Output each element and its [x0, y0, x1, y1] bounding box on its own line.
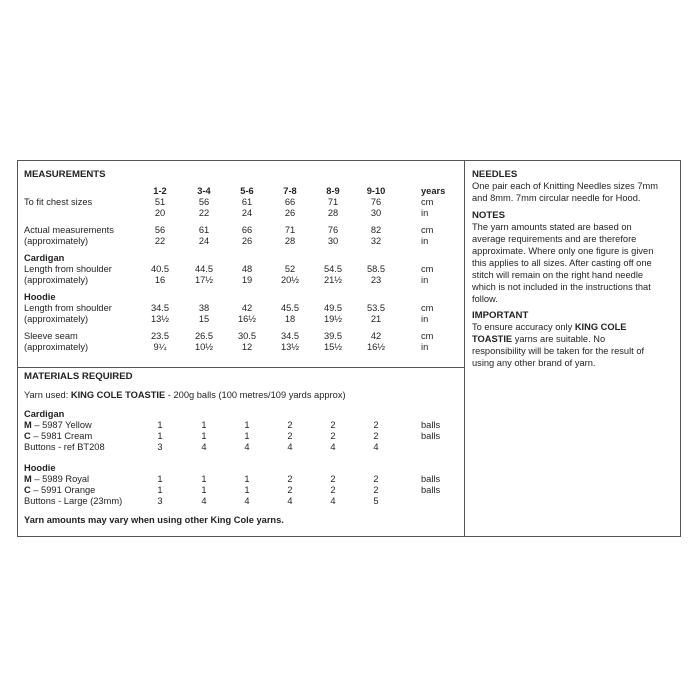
cardigan-cm-value: 48: [241, 264, 253, 274]
chest-in-value: 22: [198, 208, 210, 218]
cardigan-material-value: 4: [330, 442, 336, 452]
hoodie-cm-value: 49.5: [323, 303, 343, 313]
cardigan-in-value: 17½: [194, 275, 214, 285]
size-header: 9-10: [366, 186, 386, 196]
size-unit-label: years: [421, 186, 446, 196]
important-text: responsibility will be taken for the result of: [472, 346, 645, 356]
cardigan-materials-heading: Cardigan: [24, 409, 65, 419]
sleeve-label-2: (approximately): [24, 342, 89, 352]
size-header: 3-4: [197, 186, 211, 196]
hoodie-material-label: [24, 485, 95, 496]
hoodie-material-value: 1: [244, 485, 250, 495]
hoodie-material-label-part: C: [24, 485, 31, 495]
sleeve-cm-value: 34.5: [280, 331, 300, 341]
needles-title: NEEDLES: [472, 169, 518, 180]
hoodie-in-value: 15: [198, 314, 210, 324]
chest-in-value: 30: [370, 208, 382, 218]
hoodie-material-value: 2: [330, 485, 336, 495]
chest-in-value: 24: [241, 208, 253, 218]
needles-text: One pair each of Knitting Needles sizes 7mm: [472, 181, 659, 191]
materials-title: MATERIALS REQUIRED: [24, 371, 133, 382]
hoodie-material-value: 2: [287, 485, 293, 495]
hoodie-material-value: 1: [201, 474, 207, 484]
notes-text: average requirements and are therefore: [472, 234, 637, 244]
sleeve-cm-value: 39.5: [323, 331, 343, 341]
actual-cm-value: 76: [327, 225, 339, 235]
cardigan-in-value: 20½: [280, 275, 300, 285]
important-line-part: TOASTIE: [472, 334, 513, 344]
hoodie-cm-value: 38: [198, 303, 210, 313]
hoodie-material-value: 4: [330, 496, 336, 506]
cardigan-in-value: 16: [154, 275, 166, 285]
hoodie-material-value: 4: [287, 496, 293, 506]
unit-balls: balls: [421, 474, 441, 484]
cardigan-in-value: 23: [370, 275, 382, 285]
cardigan-material-label-part: C: [24, 431, 31, 441]
sleeve-label: Sleeve seam: [24, 331, 78, 341]
actual-in-value: 28: [284, 236, 296, 246]
hoodie-material-value: 1: [157, 474, 163, 484]
chest-in-value: 26: [284, 208, 296, 218]
unit-in: in: [421, 342, 429, 352]
actual-in-value: 30: [327, 236, 339, 246]
hoodie-label-2: (approximately): [24, 314, 89, 324]
hoodie-material-label-part: – 5989 Royal: [31, 474, 90, 484]
sleeve-in-value: 10½: [194, 342, 214, 352]
chest-cm-value: 56: [198, 197, 210, 207]
sleeve-cm-value: 42: [370, 331, 382, 341]
actual-in-value: 26: [241, 236, 253, 246]
unit-cm: cm: [421, 225, 434, 235]
hoodie-material-value: 1: [157, 485, 163, 495]
hoodie-material-label-part: – 5991 Orange: [30, 485, 96, 495]
unit-cm: cm: [421, 197, 434, 207]
cardigan-cm-value: 44.5: [194, 264, 214, 274]
unit-cm: cm: [421, 264, 434, 274]
hoodie-material-label: [24, 474, 89, 485]
hoodie-label: Length from shoulder: [24, 303, 112, 313]
cardigan-label: Length from shoulder: [24, 264, 112, 274]
important-line-part: KING COLE: [574, 322, 627, 332]
yarn-used-line-part: KING COLE TOASTIE: [70, 390, 166, 400]
actual-cm-value: 61: [198, 225, 210, 235]
hoodie-material-value: 4: [244, 496, 250, 506]
cardigan-label-2: (approximately): [24, 275, 89, 285]
important-text: using any other brand of yarn.: [472, 358, 596, 368]
important-title: IMPORTANT: [472, 310, 529, 321]
cardigan-cm-value: 58.5: [366, 264, 386, 274]
hoodie-material-value: 3: [157, 496, 163, 506]
chest-cm-value: 76: [370, 197, 382, 207]
actual-cm-value: 66: [241, 225, 253, 235]
yarn-used-line-part: Yarn used:: [24, 390, 71, 400]
sleeve-in-value: 9¼: [153, 342, 167, 352]
cardigan-in-value: 21½: [323, 275, 343, 285]
hoodie-heading: Hoodie: [24, 292, 56, 302]
cardigan-material-value: 1: [201, 431, 207, 441]
notes-title: NOTES: [472, 210, 506, 221]
cardigan-material-value: 2: [287, 420, 293, 430]
needles-text: and 8mm. 7mm circular needle for Hood.: [472, 193, 641, 203]
cardigan-material-value: 4: [201, 442, 207, 452]
important-line-part: yarns are suitable. No: [512, 334, 606, 344]
sleeve-in-value: 13½: [280, 342, 300, 352]
hoodie-material-label: Buttons - Large (23mm): [24, 496, 123, 506]
notes-text: The yarn amounts stated are based on: [472, 222, 632, 232]
actual-in-value: 22: [154, 236, 166, 246]
sleeve-cm-value: 26.5: [194, 331, 214, 341]
notes-text: this applies to all sizes. After casting off one: [472, 258, 652, 268]
cardigan-cm-value: 40.5: [150, 264, 170, 274]
cardigan-material-value: 4: [287, 442, 293, 452]
unit-in: in: [421, 275, 429, 285]
cardigan-material-value: 2: [287, 431, 293, 441]
cardigan-cm-value: 52: [284, 264, 296, 274]
hoodie-in-value: 19½: [323, 314, 343, 324]
hoodie-cm-value: 42: [241, 303, 253, 313]
sleeve-in-value: 16½: [366, 342, 386, 352]
chest-cm-value: 61: [241, 197, 253, 207]
cardigan-material-value: 2: [373, 431, 379, 441]
cardigan-material-label: [24, 420, 92, 431]
hoodie-in-value: 13½: [150, 314, 170, 324]
actual-cm-value: 56: [154, 225, 166, 235]
actual-cm-value: 82: [370, 225, 382, 235]
hoodie-cm-value: 53.5: [366, 303, 386, 313]
column-divider: [464, 160, 465, 537]
hoodie-cm-value: 34.5: [150, 303, 170, 313]
chest-cm-value: 71: [327, 197, 339, 207]
sleeve-cm-value: 30.5: [237, 331, 257, 341]
cardigan-in-value: 19: [241, 275, 253, 285]
section-divider: [17, 367, 464, 368]
hoodie-material-value: 4: [201, 496, 207, 506]
hoodie-material-value: 1: [201, 485, 207, 495]
actual-in-value: 32: [370, 236, 382, 246]
yarn-used-line-part: - 200g balls (100 metres/109 yards approx): [165, 390, 346, 400]
cardigan-material-value: 1: [157, 420, 163, 430]
notes-text: follow.: [472, 294, 498, 304]
actual-in-value: 24: [198, 236, 210, 246]
hoodie-material-value: 2: [373, 474, 379, 484]
cardigan-material-label-part: – 5987 Yellow: [31, 420, 92, 430]
important-line-part: To ensure accuracy only: [472, 322, 575, 332]
size-header: 7-8: [283, 186, 297, 196]
materials-footnote: Yarn amounts may vary when using other King Cole yarns.: [24, 515, 284, 525]
chest-cm-value: 51: [154, 197, 166, 207]
hoodie-material-label-part: M: [24, 474, 32, 484]
hoodie-material-value: 5: [373, 496, 379, 506]
cardigan-material-value: 4: [244, 442, 250, 452]
hoodie-materials-heading: Hoodie: [24, 463, 56, 473]
yarn-used-line: [24, 390, 346, 401]
hoodie-material-value: 2: [373, 485, 379, 495]
important-line: [472, 334, 605, 345]
chest-label: To fit chest sizes: [24, 197, 93, 207]
measurements-title: MEASUREMENTS: [24, 169, 106, 180]
unit-in: in: [421, 314, 429, 324]
chest-cm-value: 66: [284, 197, 296, 207]
cardigan-material-value: 2: [330, 431, 336, 441]
hoodie-material-value: 2: [287, 474, 293, 484]
cardigan-material-value: 1: [157, 431, 163, 441]
cardigan-material-value: 1: [201, 420, 207, 430]
cardigan-material-value: 4: [373, 442, 379, 452]
sleeve-cm-value: 23.5: [150, 331, 170, 341]
hoodie-material-value: 1: [244, 474, 250, 484]
cardigan-cm-value: 54.5: [323, 264, 343, 274]
cardigan-material-label-part: – 5981 Cream: [30, 431, 93, 441]
hoodie-material-value: 2: [330, 474, 336, 484]
cardigan-material-label: [24, 431, 92, 442]
hoodie-in-value: 21: [370, 314, 382, 324]
size-header: 5-6: [240, 186, 254, 196]
unit-balls: balls: [421, 485, 441, 495]
hoodie-cm-value: 45.5: [280, 303, 300, 313]
unit-balls: balls: [421, 431, 441, 441]
size-header: 8-9: [326, 186, 340, 196]
important-line: [472, 322, 627, 333]
notes-text: stitch will remain on the right hand needle: [472, 270, 644, 280]
hoodie-in-value: 18: [284, 314, 296, 324]
unit-in: in: [421, 208, 429, 218]
unit-in: in: [421, 236, 429, 246]
actual-label-2: (approximately): [24, 236, 89, 246]
cardigan-material-value: 2: [373, 420, 379, 430]
actual-cm-value: 71: [284, 225, 296, 235]
sleeve-in-value: 12: [241, 342, 253, 352]
actual-label: Actual measurements: [24, 225, 114, 235]
cardigan-material-value: 2: [330, 420, 336, 430]
cardigan-material-value: 3: [157, 442, 163, 452]
cardigan-material-value: 1: [244, 420, 250, 430]
notes-text: which is not included in the instructions that: [472, 282, 651, 292]
notes-text: approximate. Where only one figure is given: [472, 246, 654, 256]
hoodie-in-value: 16½: [237, 314, 257, 324]
unit-balls: balls: [421, 420, 441, 430]
cardigan-heading: Cardigan: [24, 253, 65, 263]
cardigan-material-label: Buttons - ref BT208: [24, 442, 105, 452]
sleeve-in-value: 15½: [323, 342, 343, 352]
cardigan-material-value: 1: [244, 431, 250, 441]
chest-in-value: 20: [154, 208, 166, 218]
size-header: 1-2: [153, 186, 167, 196]
chest-in-value: 28: [327, 208, 339, 218]
unit-cm: cm: [421, 331, 434, 341]
cardigan-material-label-part: M: [24, 420, 32, 430]
unit-cm: cm: [421, 303, 434, 313]
